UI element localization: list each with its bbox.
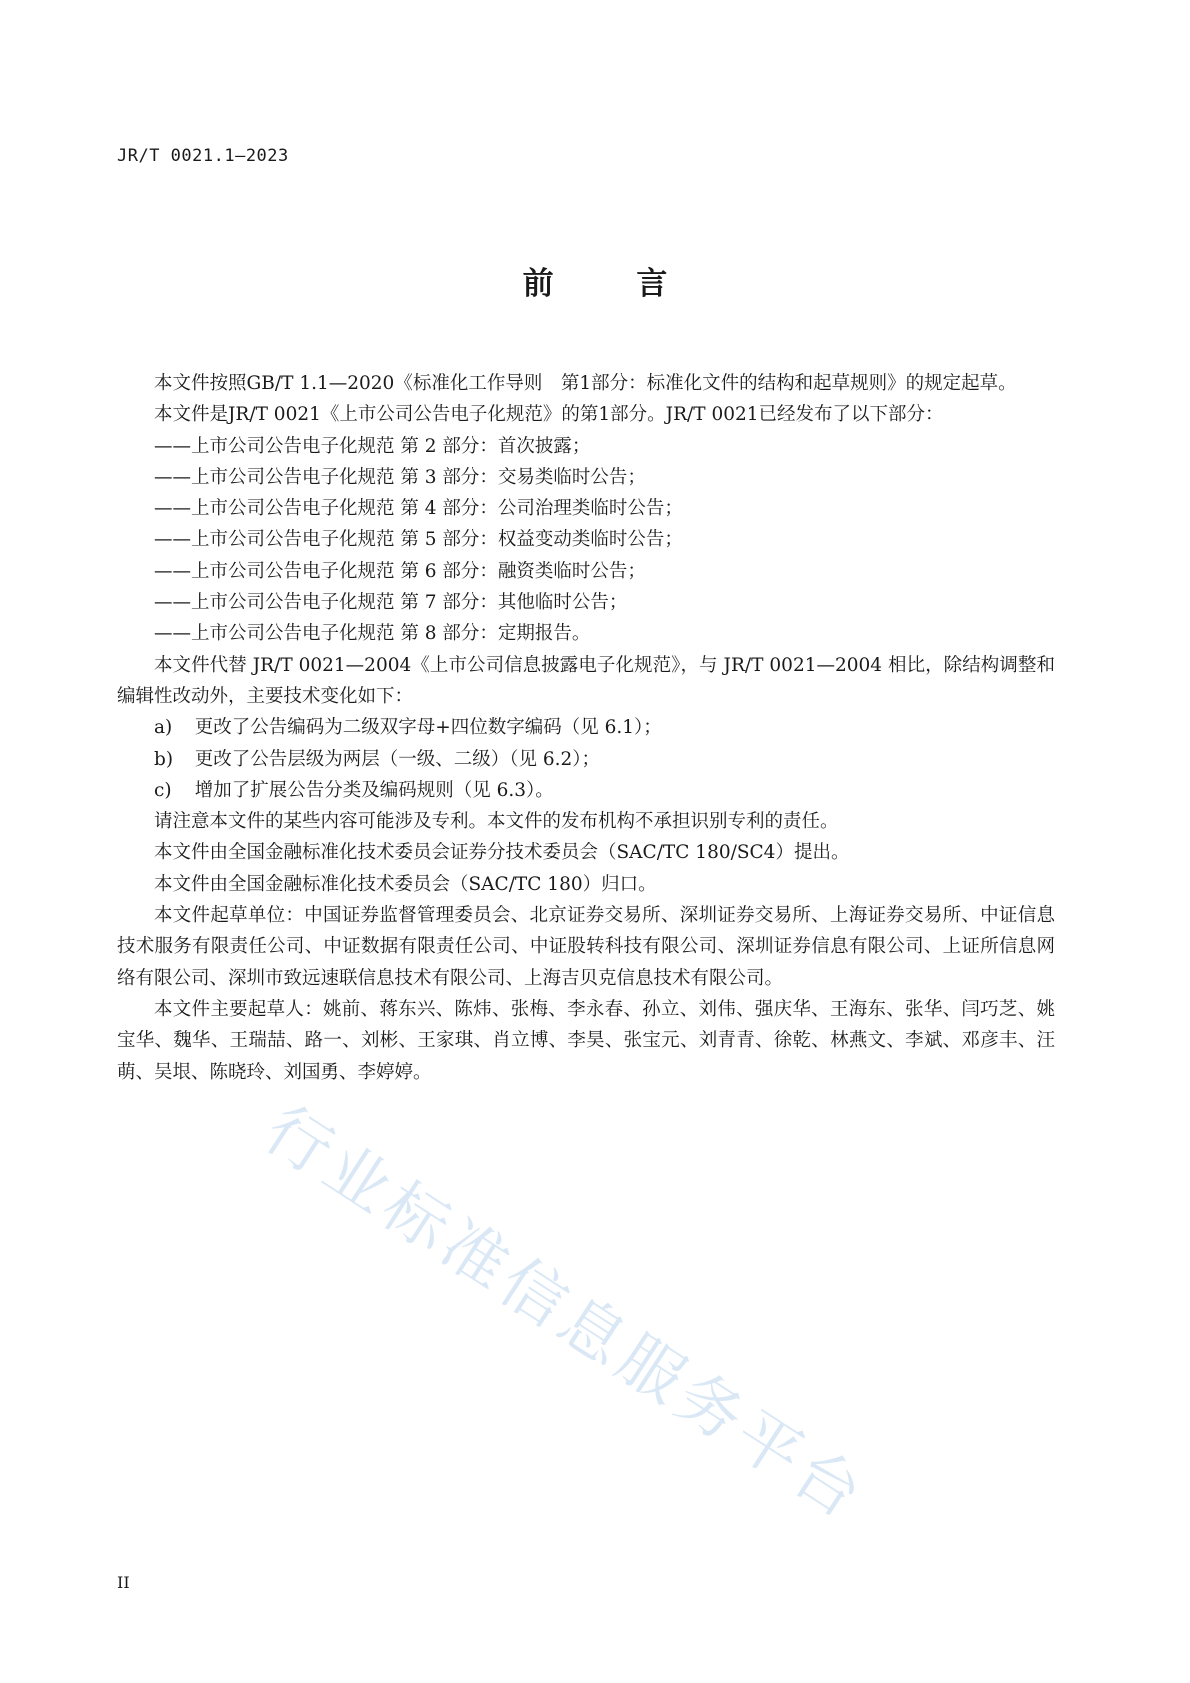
paragraph-management: 本文件由全国金融标准化技术委员会（SAC/TC 180）归口。	[154, 873, 657, 895]
paragraph-proposer: 本文件由全国金融标准化技术委员会证券分技术委员会（SAC/TC 180/SC4）提出。	[154, 842, 850, 864]
paragraph-drafters: 本文件主要起草人：姚前、蒋东兴、陈炜、张梅、李永春、孙立、刘伟、强庆华、王海东、张华、闫巧芝、姚宝华、魏华、王瑞喆、路一、刘彬、王家琪、肖立博、李昊、张宝元、刘青青、徐乾、林燕文、李斌、邓彦丰、汪萌、吴垠、陈晓玲、刘国勇、李婷婷。	[117, 998, 1055, 1083]
paragraph-series-intro: 本文件是JR/T 0021《上市公司公告电子化规范》的第1部分。JR/T 0021已经发布了以下部分：	[154, 404, 944, 426]
change-text: 更改了公告层级为两层（一级、二级）（见 6.2）；	[194, 748, 600, 770]
list-item: ——上市公司公告电子化规范 第 2 部分：首次披露；	[154, 435, 591, 457]
list-item: ——上市公司公告电子化规范 第 8 部分：定期报告。	[154, 623, 591, 645]
list-item: ——上市公司公告电子化规范 第 3 部分：交易类临时公告；	[154, 466, 646, 488]
list-item: ——上市公司公告电子化规范 第 4 部分：公司治理类临时公告；	[154, 498, 683, 520]
change-label: c)	[154, 779, 172, 801]
page-title: 前 言	[522, 266, 704, 302]
paragraph-drafting-basis: 本文件按照GB/T 1.1—2020《标准化工作导则 第1部分：标准化文件的结构和起草规则》的规定起草。	[154, 373, 1017, 394]
paragraph-drafting-units: 本文件起草单位：中国证券监督管理委员会、北京证券交易所、深圳证券交易所、上海证券交易所、中证信息技术服务有限责任公司、中证数据有限责任公司、中证股转科技有限公司、深圳证券信息有限公司、上证所信息网络有限公司、深圳市致远速联信息技术有限公司、上海吉贝克信息技术有限公司。	[117, 905, 1055, 989]
document-body	[117, 368, 1055, 1088]
change-item	[117, 775, 1055, 806]
change-label: b)	[154, 748, 174, 770]
change-text: 增加了扩展公告分类及编码规则（见 6.3）。	[194, 779, 554, 801]
list-item: ——上市公司公告电子化规范 第 7 部分：其他临时公告；	[154, 592, 628, 614]
paragraph-patent-notice: 请注意本文件的某些内容可能涉及专利。本文件的发布机构不承担识别专利的责任。	[154, 811, 839, 833]
change-text: 更改了公告编码为二级双字母+四位数字编码（见 6.1）；	[194, 717, 662, 739]
document-code: JR/T 0021.1—2023	[117, 146, 289, 166]
change-item	[117, 712, 1055, 743]
list-item: ——上市公司公告电子化规范 第 5 部分：权益变动类临时公告；	[154, 529, 683, 551]
paragraph-replacement: 本文件代替 JR/T 0021—2004《上市公司信息披露电子化规范》，与 JR/T 0021—2004 相比，除结构调整和编辑性改动外，主要技术变化如下：	[117, 654, 1055, 707]
list-item: ——上市公司公告电子化规范 第 6 部分：融资类临时公告；	[154, 560, 646, 582]
watermark: 行业标准信息服务平台	[251, 1092, 879, 1536]
page-number: II	[117, 1573, 130, 1592]
change-item	[117, 744, 1055, 775]
change-label: a)	[154, 717, 173, 739]
